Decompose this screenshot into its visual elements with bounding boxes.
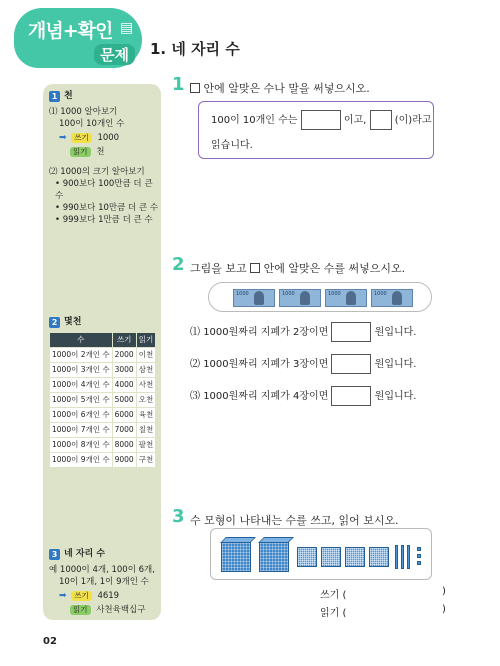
write-pill: 쓰기 [71,591,92,601]
ten-rod-icon [407,545,410,569]
item-number: ⑵ [190,359,200,370]
thousand-cube-icon [259,542,289,572]
bill-value: 1000 [236,291,249,297]
read-answer-field[interactable] [372,602,438,616]
table-cell: 3000 [112,363,136,378]
bill-value: 1000 [282,291,295,297]
item-text: 1000원짜리 지폐가 3장이면 [203,359,329,370]
item-suffix: 원입니다. [374,359,417,370]
table-row [50,348,156,363]
section-title: 네 자리 수 [64,549,106,559]
section-thousand [49,90,161,226]
section-title: 천 [64,91,73,101]
table-row [50,423,156,438]
item-number: ⑴ [190,327,200,338]
table-cell: 1000이 3개인 수 [50,363,113,378]
bill-value: 1000 [328,291,341,297]
hundred-flat-icon [297,547,317,567]
table-header-row [50,333,156,348]
item-number: ⑶ [190,391,200,402]
q1-text: 이고, [343,115,367,126]
q1-text: (이)라고 [394,115,432,126]
q1-text: 읽습니다. [211,140,253,151]
prompt-text: 그림을 보고 [190,262,247,275]
read-pill: 읽기 [70,147,91,157]
bullet-list [49,178,161,226]
concept-sidebar [43,84,161,620]
blank-square-icon [190,83,200,93]
section-head [49,316,156,328]
table-cell: 구천 [136,453,156,468]
write-answer-row [320,586,346,601]
table-cell: 사천 [136,378,156,393]
q1-text: 100이 10개인 수는 [211,115,298,126]
answer-blank-number[interactable] [301,110,341,130]
section-thousands [49,316,156,468]
banknote-icon [233,289,275,307]
hundred-flat-icon [321,547,341,567]
item-desc: 100이 10개인 수 [59,119,125,129]
write-value: 4619 [97,591,120,601]
table-cell: 오천 [136,393,156,408]
ten-rod-icon [401,545,404,569]
close-paren: ) [442,586,446,597]
question-prompt [190,260,405,276]
table-cell: 1000이 9개인 수 [50,453,113,468]
read-row [49,146,161,158]
read-value: 천 [96,147,105,157]
table-header-cell: 쓰기 [112,333,136,348]
table-cell: 삼천 [136,363,156,378]
thousand-cube-icon [221,542,251,572]
table-cell: 1000이 7개인 수 [50,423,113,438]
q1-answer-box [198,101,434,159]
hundred-flat-icon [345,547,365,567]
read-pill: 읽기 [70,605,91,615]
badge-subtitle: 문제 [94,44,135,65]
table-row [50,378,156,393]
table-cell: 9000 [112,453,136,468]
prompt-text: 안에 알맞은 수나 말을 써넣으시오. [203,82,370,95]
question-number: 3 [172,506,185,527]
read-value: 사천육백십구 [96,605,146,615]
answer-blank[interactable] [331,386,371,406]
badge-title: 개념+확인 [28,20,113,42]
arrow-icon: ➡ [59,133,67,143]
banknote-icon [371,289,413,307]
question-number: 1 [172,74,185,95]
header-badge [14,8,142,68]
table-row [50,393,156,408]
table-cell: 칠천 [136,423,156,438]
table-header-cell: 읽기 [136,333,156,348]
table-cell: 1000이 2개인 수 [50,348,113,363]
write-pill: 쓰기 [71,133,92,143]
bullet-item: • 990보다 10만큼 더 큰 수 [55,203,159,213]
table-cell: 8000 [112,438,136,453]
table-cell: 팔천 [136,438,156,453]
number-blocks-picture [210,528,432,580]
table-cell: 4000 [112,378,136,393]
example-line: 예 1000이 4개, 100이 6개, [49,565,155,575]
write-value: 1000 [97,133,120,143]
section-four-digit [49,548,155,616]
banknote-icon [279,289,321,307]
thousands-table [49,332,156,468]
item-text: 1000원짜리 지폐가 2장이면 [203,327,329,338]
arrow-icon: ➡ [59,591,67,601]
banknote-icon [325,289,367,307]
section-head [49,548,155,560]
question-prompt [190,80,370,96]
q1-line [211,110,432,130]
table-row [50,363,156,378]
hundred-flat-icon [369,547,389,567]
ten-rod-icon [395,545,398,569]
answer-blank-reading[interactable] [370,110,392,130]
page-number: 02 [43,636,57,647]
table-header-cell: 수 [50,333,113,348]
read-row [49,604,155,616]
table-cell: 7000 [112,423,136,438]
item-title: ⑵ 1000의 크기 알아보기 [49,167,145,177]
bullet-item: • 999보다 1만큼 더 큰 수 [55,215,153,225]
table-cell: 1000이 8개인 수 [50,438,113,453]
table-row [50,408,156,423]
bill-value: 1000 [374,291,387,297]
table-row [50,438,156,453]
section-number: 1 [49,91,60,102]
section-number: 2 [49,317,60,328]
read-label: 읽기 ( [320,608,347,619]
item-title: ⑴ 1000 알아보기 [49,107,118,117]
table-cell: 이천 [136,348,156,363]
table-cell: 1000이 6개인 수 [50,408,113,423]
table-cell: 육천 [136,408,156,423]
table-cell: 1000이 5개인 수 [50,393,113,408]
one-unit-icon [417,561,421,565]
q2-item [190,386,417,406]
table-cell: 6000 [112,408,136,423]
item-suffix: 원입니다. [374,391,417,402]
q2-item [190,322,417,342]
blank-square-icon [250,263,260,273]
book-icon: ▤ [120,20,134,36]
read-answer-row [320,604,346,619]
lesson-title: 1. 네 자리 수 [150,40,240,58]
item-text: 1000원짜리 지폐가 4장이면 [203,391,329,402]
prompt-text: 안에 알맞은 수를 써넣으시오. [263,262,406,275]
write-row [49,590,155,602]
item-suffix: 원입니다. [374,327,417,338]
section-head [49,90,161,102]
one-unit-icon [417,554,421,558]
answer-blank[interactable] [331,354,371,374]
table-row [50,453,156,468]
bullet-item: • 900보다 100만큼 더 큰 수 [55,179,153,201]
write-label: 쓰기 ( [320,590,347,601]
close-paren: ) [442,604,446,615]
table-cell: 2000 [112,348,136,363]
q2-item [190,354,417,374]
one-unit-icon [417,547,421,551]
section-number: 3 [49,549,60,560]
table-cell: 5000 [112,393,136,408]
example-line: 10이 1개, 1이 9개인 수 [59,577,149,587]
table-cell: 1000이 4개인 수 [50,378,113,393]
answer-blank[interactable] [331,322,371,342]
bills-picture [208,282,432,312]
question-prompt: 수 모형이 나타내는 수를 쓰고, 읽어 보시오. [190,514,399,527]
write-answer-field[interactable] [372,584,438,598]
section-title: 몇천 [64,317,82,327]
question-number: 2 [172,254,185,275]
write-row [49,132,161,144]
